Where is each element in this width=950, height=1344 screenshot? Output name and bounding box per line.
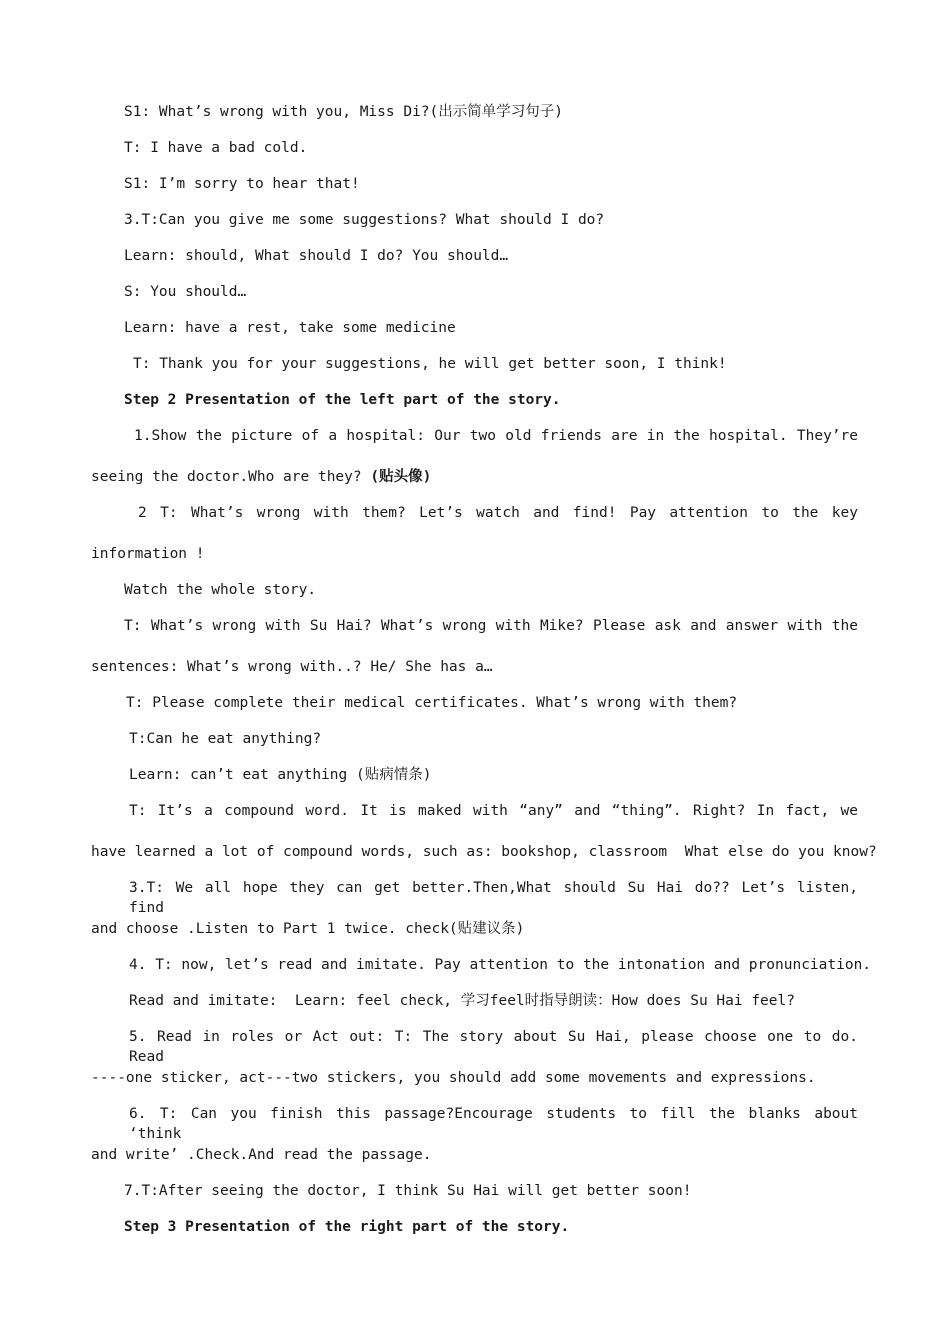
text-line: T: Please complete their medical certificates. What’s wrong with them?	[126, 695, 738, 711]
text-line: Learn: can’t eat anything (贴病情条)	[129, 767, 432, 783]
text-line: 5. Read in roles or Act out: T: The story about Su Hai, please choose one to do. Read	[129, 1029, 858, 1065]
text-line: and choose .Listen to Part 1 twice. check(贴建议条)	[91, 921, 525, 937]
text-line: ----one sticker, act---two stickers, you should add some movements and expressions.	[91, 1070, 816, 1086]
text-line: Watch the whole story.	[124, 582, 317, 598]
text-line: T: Thank you for your suggestions, he will get better soon, I think!	[133, 356, 727, 372]
chinese-note: (贴头像)	[370, 469, 432, 485]
section-heading: Step 2 Presentation of the left part of the story.	[124, 392, 561, 408]
text-line: information !	[91, 546, 205, 562]
text-line: S1: I’m sorry to hear that!	[124, 176, 360, 192]
text-line: Read and imitate: Learn: feel check, 学习feel时指导朗读：How does Su Hai feel?	[129, 993, 795, 1009]
text-line: T: What’s wrong with Su Hai? What’s wrong with Mike? Please ask and answer with the	[124, 618, 858, 634]
text-line: S1: What’s wrong with you, Miss Di?(出示简单学习句子)	[124, 104, 563, 120]
text-line: 2 T: What’s wrong with them? Let’s watch and find! Pay attention to the key	[138, 505, 858, 521]
text-line: S: You should…	[124, 284, 247, 300]
text-line: Learn: should, What should I do? You should…	[124, 248, 509, 264]
text-line: 6. T: Can you finish this passage?Encourage students to fill the blanks about ‘think	[129, 1106, 858, 1142]
text-line: and write’ .Check.And read the passage.	[91, 1147, 432, 1163]
text-line: Learn: have a rest, take some medicine	[124, 320, 456, 336]
text-line-group	[91, 467, 431, 487]
text-line: 1.Show the picture of a hospital: Our two old friends are in the hospital. They’re	[134, 428, 858, 444]
text-line: 3.T: We all hope they can get better.Then,What should Su Hai do?? Let’s listen, find	[129, 880, 858, 916]
text-line: T:Can he eat anything?	[129, 731, 322, 747]
text-line: 4. T: now, let’s read and imitate. Pay attention to the intonation and pronunciation.	[129, 957, 872, 973]
text-line: seeing the doctor.Who are they?	[91, 469, 362, 485]
text-line: have learned a lot of compound words, such as: bookshop, classroom What else do you know?	[91, 844, 877, 860]
text-line: T: I have a bad cold.	[124, 140, 308, 156]
text-line: 3.T:Can you give me some suggestions? What should I do?	[124, 212, 605, 228]
text-line: 7.T:After seeing the doctor, I think Su Hai will get better soon!	[124, 1183, 692, 1199]
section-heading: Step 3 Presentation of the right part of the story.	[124, 1219, 570, 1235]
text-line: T: It’s a compound word. It is maked with “any” and “thing”. Right? In fact, we	[129, 803, 858, 819]
text-line: sentences: What’s wrong with..? He/ She has a…	[91, 659, 493, 675]
